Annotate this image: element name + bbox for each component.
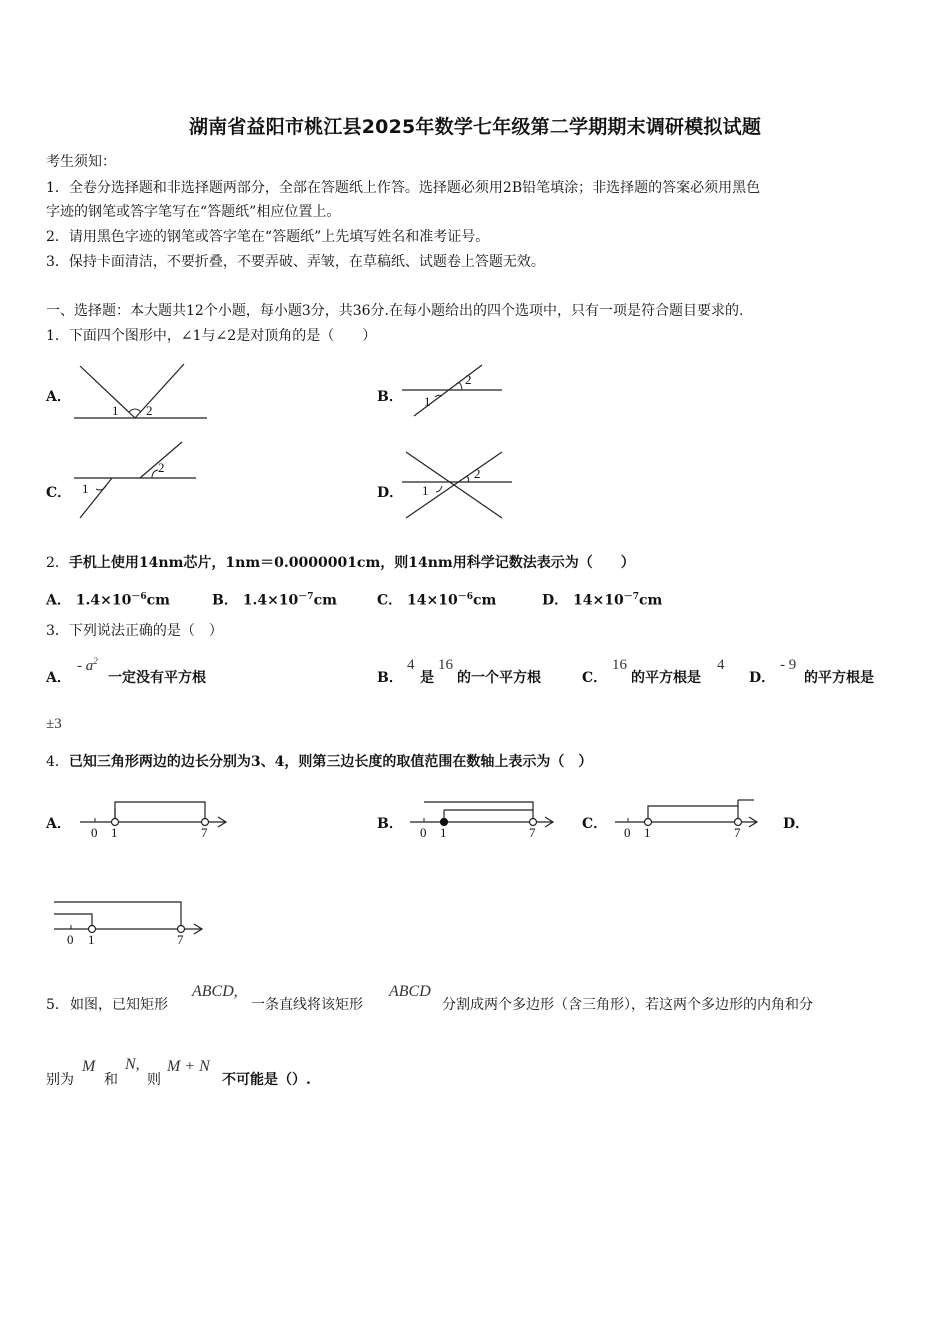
q2-option-b [212, 588, 337, 610]
option-base: 1.4×10 [75, 592, 132, 609]
q1-figure-a [72, 360, 212, 425]
angle-1-label: 1 [422, 483, 429, 498]
q3-option-b-text: 的一个平方根 [457, 670, 541, 686]
option-label: D． [542, 592, 569, 609]
question-number: 3． [46, 623, 69, 639]
tick-7-label: 7 [201, 825, 208, 840]
option-unit: cm [313, 592, 337, 609]
q3-option-a-label: A． [46, 670, 71, 686]
angle-1-label: 1 [424, 394, 431, 409]
q1-option-c-label: C． [46, 485, 72, 501]
notice-item-1-cont: 字迹的钢笔或答字笔写在“答题纸”相应位置上。 [46, 204, 341, 220]
q1-option-a-label: A． [46, 389, 71, 405]
q3-option-b-mid: 是 [420, 670, 434, 686]
option-unit: cm [146, 592, 170, 609]
q3-option-d-text: 的平方根是 [804, 670, 874, 686]
q3-option-c-text: 的平方根是 [631, 670, 701, 686]
q4-number-line-a [78, 798, 238, 843]
q5-text-3: 分割成两个多边形（含三角形），若这两个多边形的内角和分 [442, 997, 813, 1013]
q3-option-b-math1: 4 [407, 657, 415, 673]
notice-heading: 考生须知： [46, 154, 116, 170]
option-label: A． [46, 592, 71, 609]
q5-text-7: 不可能是（）. [222, 1072, 311, 1088]
q3-option-c-label: C． [582, 670, 608, 686]
question-3 [46, 622, 223, 640]
q3-option-c-math1: 16 [612, 657, 627, 673]
q4-option-c-label: C． [582, 816, 608, 832]
option-label: B． [212, 592, 238, 609]
q3-option-a-text: 一定没有平方根 [108, 670, 206, 686]
question-text: 手机上使用14nm芯片，1nm＝0.0000001cm，则14nm用科学记数法表示为（ ） [68, 555, 635, 571]
question-text: 已知三角形两边的边长分别为3、4，则第三边长度的取值范围在数轴上表示为（ ） [68, 754, 593, 770]
q5-text-6: 则 [147, 1072, 161, 1088]
option-exponent: －6 [457, 592, 473, 602]
q5-text-1: 如图，已知矩形 [70, 997, 168, 1013]
option-base: 1.4×10 [242, 592, 299, 609]
q1-figure-c [72, 440, 202, 520]
question-number: 1． [46, 328, 69, 344]
option-label: C． [377, 592, 403, 609]
question-2 [46, 554, 635, 572]
question-text: 下面四个图形中，∠1与∠2是对顶角的是（ ） [68, 328, 377, 344]
angle-1-label: 1 [112, 403, 119, 418]
question-text: 下列说法正确的是（ ） [68, 623, 223, 639]
option-base: 14×10 [573, 592, 624, 609]
q4-option-a-label: A． [46, 816, 71, 832]
angle-2-label: 2 [158, 460, 165, 475]
question-number: 2． [46, 555, 69, 571]
q3-option-b-label: B． [377, 670, 403, 686]
q5-text-4: 别为 [46, 1072, 74, 1088]
q5-text-5: 和 [104, 1072, 118, 1088]
q3-option-d-math: - 9 [780, 657, 797, 673]
q2-option-c [377, 588, 496, 610]
q3-option-d-answer: ±3 [46, 716, 62, 732]
notice-item-3: 3．保持卡面清洁，不要折叠，不要弄破、弄皱，在草稿纸、试题卷上答题无效。 [46, 254, 545, 270]
q5-text-2: 一条直线将该矩形 [251, 997, 363, 1013]
option-exponent: －7 [298, 592, 314, 602]
option-base: 14×10 [407, 592, 458, 609]
q3-option-b-math2: 16 [438, 657, 453, 673]
q2-option-a [46, 588, 170, 610]
option-unit: cm [638, 592, 663, 609]
math-exponent: 2 [93, 656, 98, 666]
tick-7-label: 7 [734, 825, 741, 840]
math-expression: - a [77, 658, 94, 674]
tick-0-label: 0 [624, 825, 631, 840]
q5-math-m-plus-n: M + N [167, 1058, 210, 1075]
q3-option-d-label: D． [749, 670, 776, 686]
q5-math-abcd-1: ABCD, [192, 983, 238, 1000]
angle-2-label: 2 [474, 466, 481, 481]
q3-option-c-math2: 4 [717, 657, 725, 673]
page-title: 湖南省益阳市桃江县2025年数学七年级第二学期期末调研模拟试题 [188, 116, 762, 138]
q5-math-m: M [82, 1058, 96, 1075]
angle-1-label: 1 [82, 481, 89, 496]
option-exponent: －6 [131, 592, 147, 602]
q1-option-b-label: B． [377, 389, 403, 405]
section-heading: 一、选择题：本大题共12个小题，每小题3分，共36分.在每小题给出的四个选项中，只有一项是符合题目要求的. [46, 303, 744, 319]
q5-number: 5． [46, 997, 69, 1013]
q1-figure-d [402, 448, 522, 523]
tick-0-label: 0 [91, 825, 98, 840]
q5-math-n: N, [125, 1056, 140, 1073]
option-exponent: －7 [623, 592, 639, 602]
q2-option-d [542, 588, 662, 610]
tick-0-label: 0 [420, 825, 427, 840]
question-number: 4． [46, 754, 69, 770]
q5-math-abcd-2: ABCD [389, 983, 431, 1000]
q3-option-a-math [77, 656, 98, 675]
angle-2-label: 2 [465, 372, 472, 387]
q4-option-b-label: B． [377, 816, 403, 832]
tick-7-label: 7 [177, 932, 184, 947]
q4-number-line-c [613, 798, 773, 843]
tick-1-label: 1 [440, 825, 447, 840]
question-1 [46, 327, 376, 345]
question-4 [46, 753, 592, 771]
tick-1-label: 1 [111, 825, 118, 840]
tick-1-label: 1 [644, 825, 651, 840]
tick-1-label: 1 [88, 932, 95, 947]
tick-0-label: 0 [67, 932, 74, 947]
option-unit: cm [473, 592, 497, 609]
q1-figure-b [402, 360, 512, 420]
q4-number-line-b [408, 798, 568, 843]
tick-7-label: 7 [529, 825, 536, 840]
q1-option-d-label: D． [377, 485, 404, 501]
q4-option-d-label: D． [783, 816, 810, 832]
q4-number-line-d [54, 898, 214, 948]
notice-item-2: 2．请用黑色字迹的钢笔或答字笔在“答题纸”上先填写姓名和准考证号。 [46, 229, 490, 245]
angle-2-label: 2 [146, 403, 153, 418]
notice-item-1: 1．全卷分选择题和非选择题两部分，全部在答题纸上作答。选择题必须用2B铅笔填涂；非选择题的答案必须用黑色 [46, 180, 761, 196]
